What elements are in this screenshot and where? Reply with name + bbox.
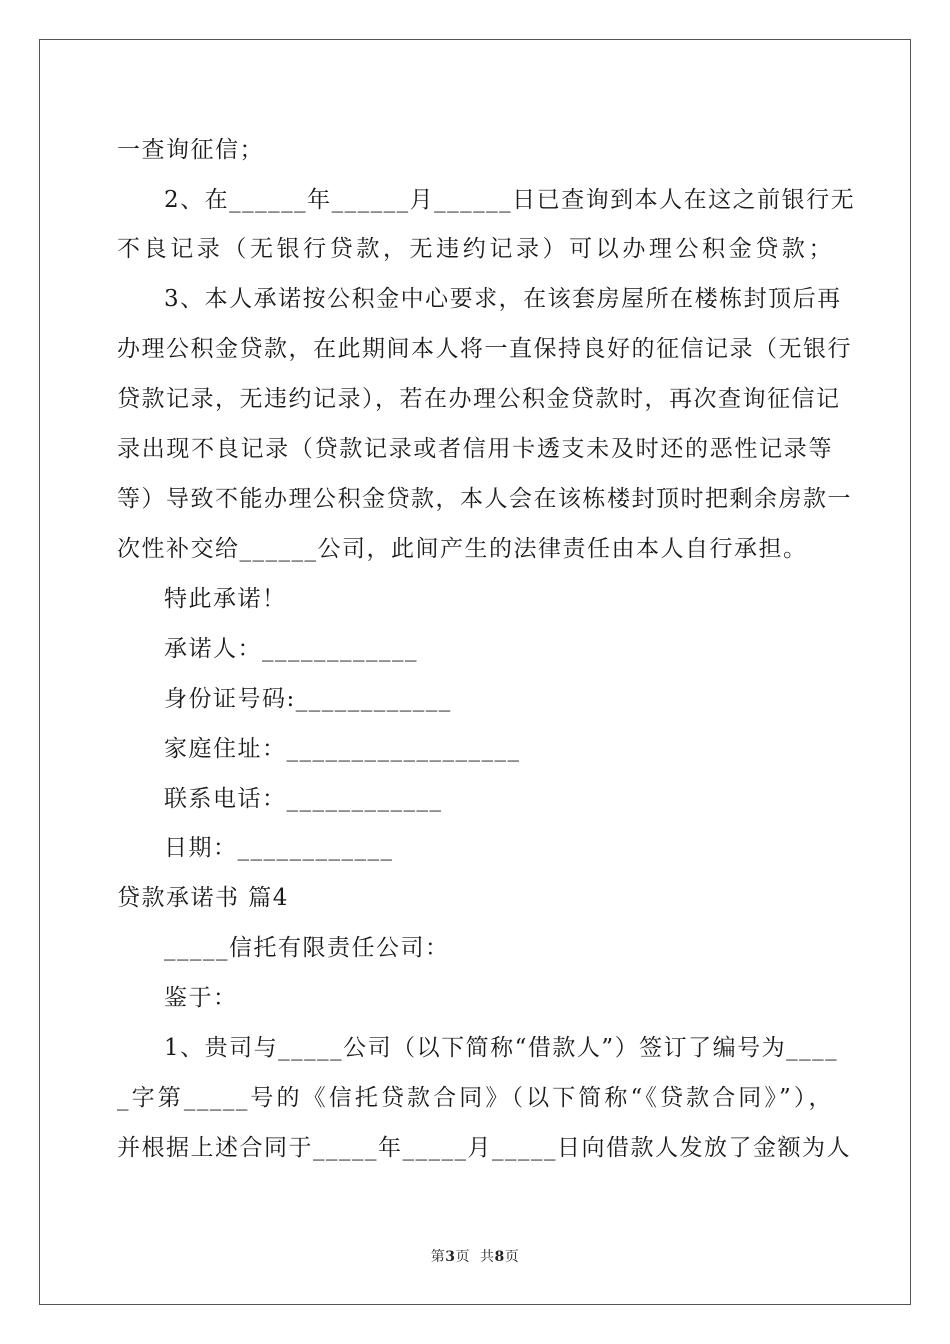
footer-suffix: 页 bbox=[504, 1249, 520, 1265]
body-line: 2、在______年______月______日已查询到本人在这之前银行无 bbox=[164, 187, 856, 213]
body-line: 不良记录（无银行贷款，无违约记录）可以办理公积金贷款； bbox=[117, 236, 833, 262]
body-line: 等）导致不能办理公积金贷款，本人会在该栋楼封顶时把剩余房款一 bbox=[117, 486, 852, 512]
body-line: 3、本人承诺按公积金中心要求，在该套房屋所在楼栋封顶后再 bbox=[164, 286, 842, 312]
closing-statement: 特此承诺！ bbox=[164, 586, 287, 612]
footer-prefix: 第 bbox=[430, 1249, 446, 1265]
body-line: _字第_____号的《信托贷款合同》（以下简称“《贷款合同》”）， bbox=[117, 1085, 833, 1111]
footer-mid: 页 共 bbox=[455, 1249, 495, 1265]
phone-field: 联系电话：____________ bbox=[164, 786, 443, 812]
home-address-field: 家庭住址：__________________ bbox=[164, 736, 521, 762]
total-page-number: 8 bbox=[494, 1249, 505, 1265]
page-border bbox=[39, 39, 911, 1305]
body-line: 鉴于： bbox=[164, 985, 238, 1011]
page-number-footer bbox=[0, 1246, 950, 1266]
date-field: 日期：____________ bbox=[164, 835, 394, 861]
body-line: 1、贵司与_____公司（以下简称“借款人”）签订了编号为____ bbox=[164, 1035, 839, 1061]
body-line: 次性补交给______公司，此间产生的法律责任由本人自行承担。 bbox=[117, 536, 808, 562]
body-line: 贷款记录，无违约记录），若在办理公积金贷款时，再次查询征信记 bbox=[117, 386, 841, 412]
body-line: 一查询征信； bbox=[117, 137, 264, 163]
body-line: 录出现不良记录（贷款记录或者信用卡透支未及时还的恶性记录等 bbox=[117, 436, 833, 462]
promisor-field: 承诺人：____________ bbox=[164, 636, 418, 662]
id-number-field: 身份证号码:____________ bbox=[164, 686, 452, 712]
body-line: 并根据上述合同于_____年_____月_____日向借款人发放了金额为人 bbox=[117, 1135, 851, 1161]
current-page-number: 3 bbox=[445, 1249, 456, 1265]
addressee-line: _____信托有限责任公司： bbox=[164, 935, 450, 961]
body-line: 办理公积金贷款，在此期间本人将一直保持良好的征信记录（无银行 bbox=[117, 336, 852, 362]
section-heading: 贷款承诺书 篇4 bbox=[117, 885, 289, 911]
